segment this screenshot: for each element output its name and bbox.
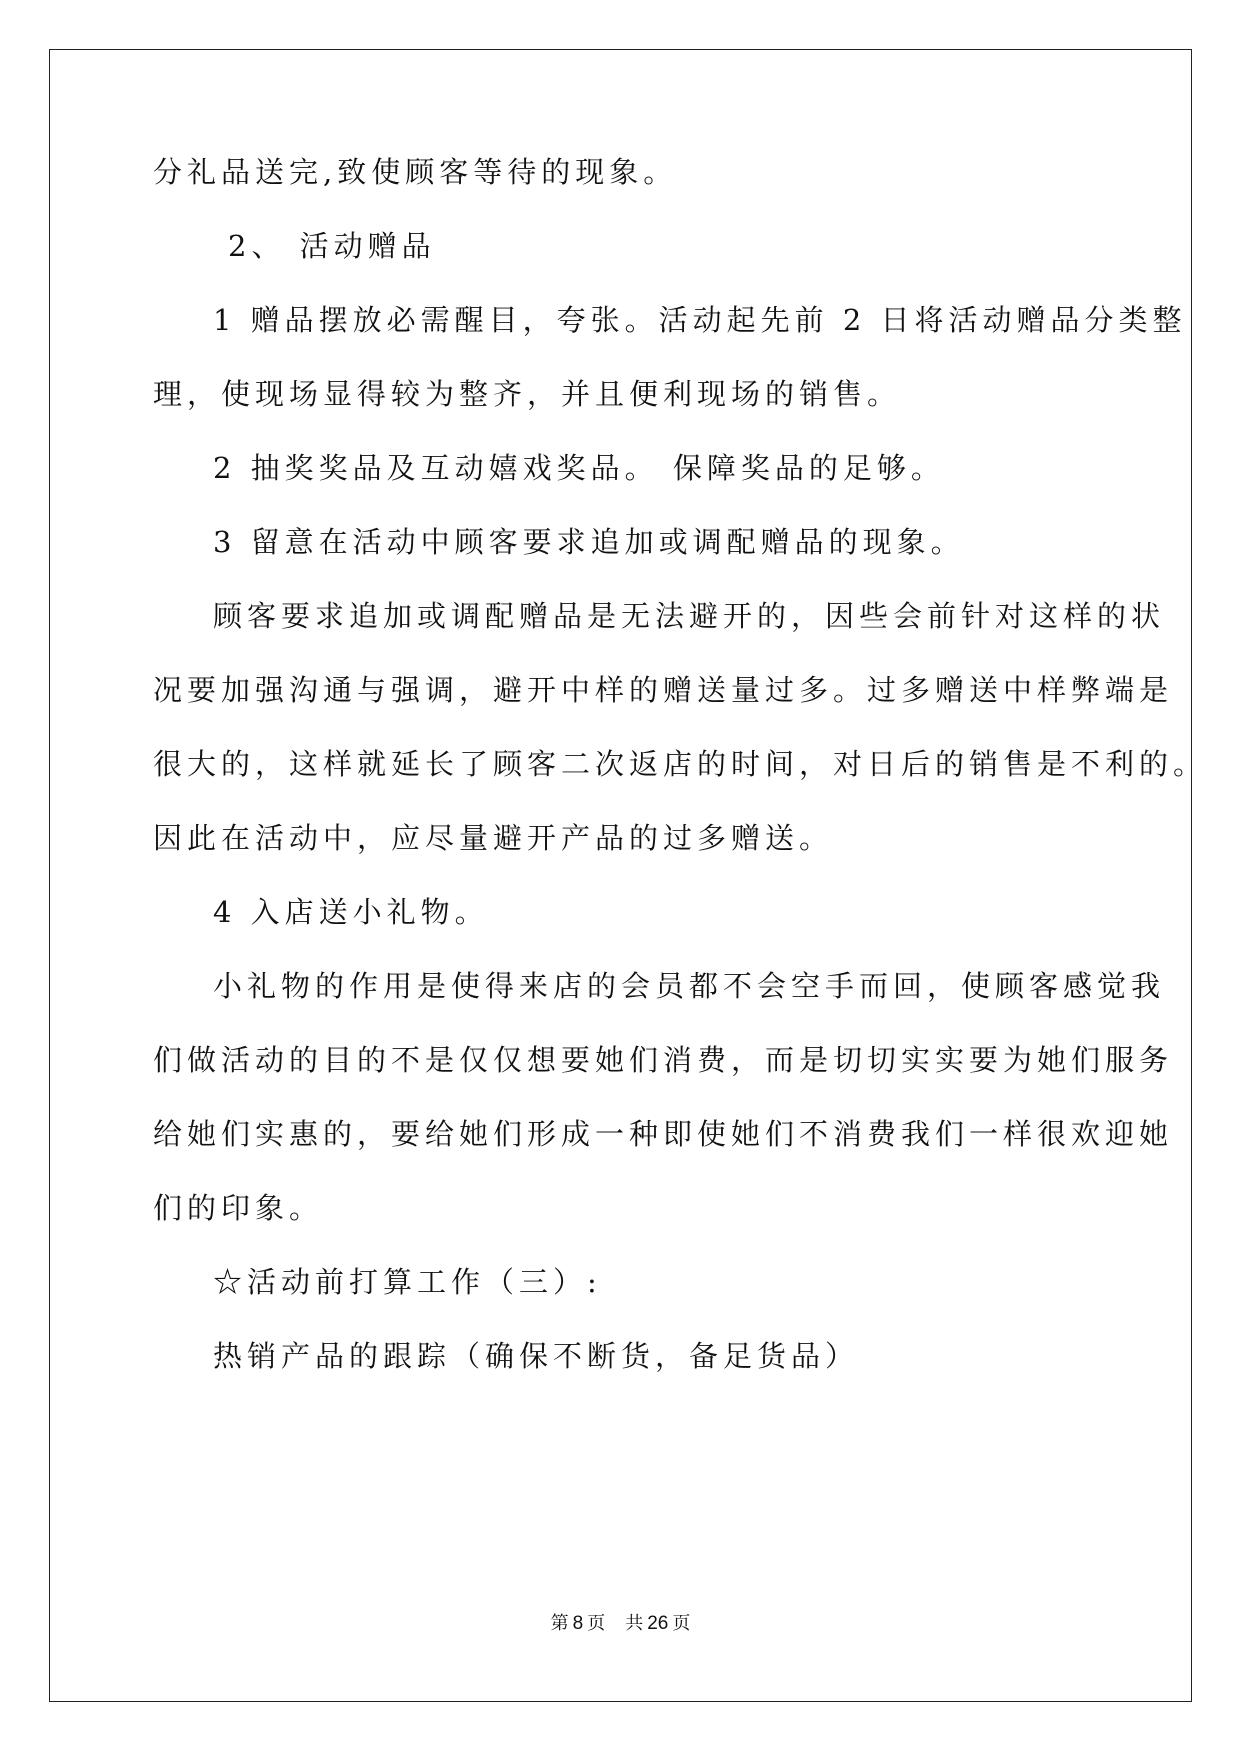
page-border <box>49 49 1192 1702</box>
footer-total-prefix: 共 <box>625 1613 644 1634</box>
body-text-line: 们的印象。 <box>153 1191 324 1225</box>
body-text-line: 热销产品的跟踪（确保不断货，备足货品） <box>213 1339 860 1373</box>
page-footer <box>0 1612 1241 1636</box>
body-text-line: 理，使现场显得较为整齐，并且便利现场的销售。 <box>153 377 902 411</box>
body-text-line: 分礼品送完,致使顾客等待的现象。 <box>153 155 678 189</box>
footer-page-number: 8 <box>572 1613 584 1634</box>
body-text-line: 2 抽奖奖品及互动嬉戏奖品。 保障奖品的足够。 <box>213 451 945 485</box>
body-text-line: 1 赠品摆放必需醒目，夸张。活动起先前 2 日将活动赠品分类整 <box>213 303 1187 337</box>
footer-page-prefix: 第 <box>550 1613 569 1634</box>
body-text-line: 顾客要求追加或调配赠品是无法避开的，因些会前针对这样的状 <box>213 599 1166 633</box>
body-text-line: 小礼物的作用是使得来店的会员都不会空手而回，使顾客感觉我 <box>213 969 1166 1003</box>
body-text-line: 4 入店送小礼物。 <box>213 895 489 929</box>
body-text-line: 3 留意在活动中顾客要求追加或调配赠品的现象。 <box>213 525 965 559</box>
section-heading: ☆活动前打算工作（三）: <box>213 1265 602 1299</box>
footer-total-suffix: 页 <box>672 1613 691 1634</box>
body-text-line: 很大的，这样就延长了顾客二次返店的时间，对日后的销售是不利的。 <box>153 747 1208 781</box>
footer-total-pages: 26 <box>647 1613 669 1634</box>
section-heading: 2、 活动赠品 <box>228 229 436 263</box>
footer-page-suffix: 页 <box>587 1613 606 1634</box>
body-text-line: 给她们实惠的，要给她们形成一种即使她们不消费我们一样很欢迎她 <box>153 1117 1174 1151</box>
body-text-line: 们做活动的目的不是仅仅想要她们消费，而是切切实实要为她们服务 <box>153 1043 1174 1077</box>
body-text-line: 况要加强沟通与强调，避开中样的赠送量过多。过多赠送中样弊端是 <box>153 673 1174 707</box>
body-text-line: 因此在活动中，应尽量避开产品的过多赠送。 <box>153 821 834 855</box>
